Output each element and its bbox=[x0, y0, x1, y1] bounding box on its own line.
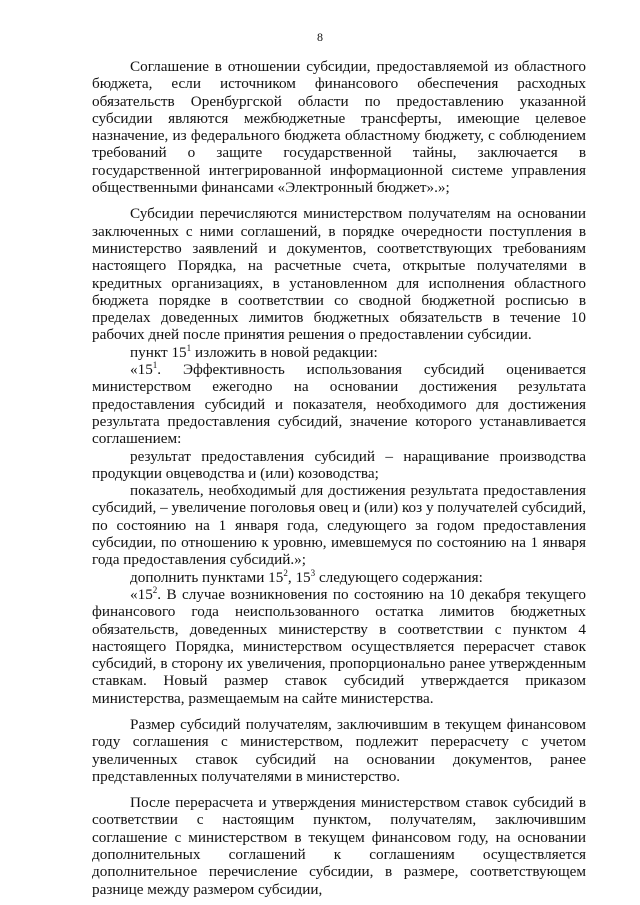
paragraph-p15-intro bbox=[92, 344, 586, 361]
p15-1-sup: 1 bbox=[152, 360, 158, 371]
p15-2-text: . В случае возникновения по состоянию на 10 декабря текущего финансового года неиспользованного остатка лимитов бюджетных обязательств, доведенных министерству в соответствии с пунктом 4 настоящего Порядка, министерством осуществляется перерасчет ставок субсидий, в сторону их увеличения, пропорционально ранее утвержденным ставкам. Новый размер ставок субсидий утверждается приказом министерства, размещаемым на сайте министерства. bbox=[92, 585, 586, 707]
p15-2-prefix: «15 bbox=[130, 585, 153, 603]
supplement-prefix: дополнить пунктами 15 bbox=[130, 568, 284, 586]
supplement-sup-2: 3 bbox=[310, 567, 316, 578]
p15-1-prefix: «15 bbox=[130, 361, 153, 379]
paragraph-recalculation: Размер субсидий получателям, заключившим в текущем финансовом году соглашения с министерством, подлежит перерасчету с учетом увеличенных ставок субсидий на основании документов, ранее представленных получателями в министерство. bbox=[92, 715, 586, 785]
paragraph-indicator: показатель, необходимый для достижения результата предоставления субсидий, – увеличение поголовья овец и (или) коз у получателей субсидий, по состоянию на 1 января года, следующего за годом предоставления субсидии, по отношению к уровню, имевшемуся по состоянию на 1 января года предоставления субсидий.»; bbox=[92, 482, 586, 569]
paragraph-result: результат предоставления субсидий – наращивание производства продукции овцеводства и (или) козоводства; bbox=[92, 447, 586, 482]
paragraph-p15-1 bbox=[92, 361, 586, 447]
p15-intro-sup: 1 bbox=[186, 342, 192, 353]
p15-intro-suffix: изложить в новой редакции: bbox=[191, 343, 378, 361]
supplement-suffix: следующего содержания: bbox=[315, 568, 483, 586]
p15-1-text: . Эффективность использования субсидий оценивается министерством ежегодно на основании достижения результата предоставления субсидий и показателя, необходимого для достижения результата предоставления субсидий, значение которого устанавливается соглашением: bbox=[92, 361, 586, 448]
paragraph-supplement-intro bbox=[92, 569, 586, 586]
paragraph-transfer: Субсидии перечисляются министерством получателям на основании заключенных с ними соглашений, в порядке очередности поступления в министерство заявлений и документов, соответствующих требованиям настоящего Порядка, на расчетные счета, открытые получателями в кредитных организациях, в установленном для исполнения областного бюджета порядке в соответствии со сводной бюджетной росписью в пределах доведенных лимитов бюджетных обязательств в течение 10 рабочих дней после принятия решения о предоставлении субсидии. bbox=[92, 205, 586, 344]
paragraph-agreement: Соглашение в отношении субсидии, предоставляемой из областного бюджета, если источником финансового обеспечения расходных обязательств Оренбургской области по предоставлению указанной субсидии являются межбюджетные трансферты, имеющие целевое назначение, из федерального бюджета областному бюджету, с соблюдением требований о защите государственной тайны, заключается в государственной интегрированной информационной системе управления общественными финансами «Электронный бюджет».»; bbox=[92, 58, 586, 197]
document-body bbox=[92, 58, 586, 898]
p15-2-sup: 2 bbox=[152, 584, 158, 595]
paragraph-p15-2 bbox=[92, 586, 586, 707]
p15-intro-prefix: пункт 15 bbox=[130, 343, 187, 361]
paragraph-additional-transfer: После перерасчета и утверждения министерством ставок субсидий в соответствии с настоящим пунктом, получателям, заключившим соглашение с министерством в текущем финансовом году, на основании дополнительных соглашений к соглашениям осуществляется дополнительное перечисление субсидии, в размере, соответствующем разнице между размером субсидии, bbox=[92, 794, 586, 898]
page-number: 8 bbox=[317, 30, 323, 44]
supplement-mid: , 15 bbox=[287, 568, 311, 586]
supplement-sup-1: 2 bbox=[283, 567, 288, 578]
